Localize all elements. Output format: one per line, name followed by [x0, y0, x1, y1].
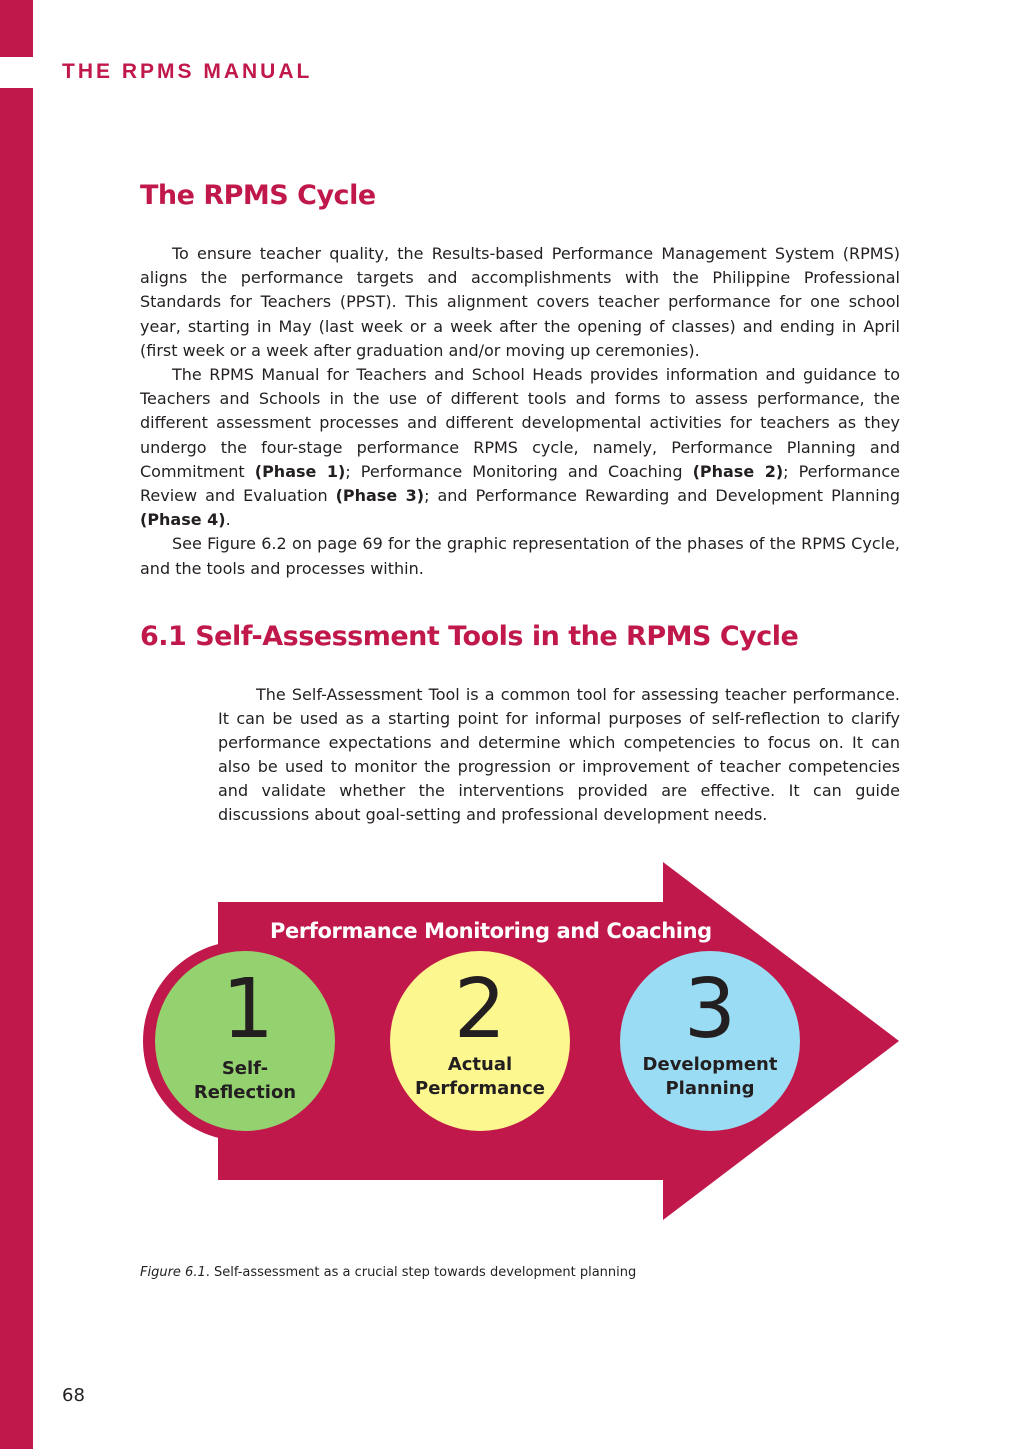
paragraph-1: To ensure teacher quality, the Results-based Performance Management System (RPMS) aligns the performance targets and accomplishments with the Philippine Professional Standards for Teachers (PPST). This alignment covers teacher performance for one school year, starting in May (last week or a week after the opening of classes) and ending in April (first week or a week after graduation and/or moving up ceremonies). [140, 244, 900, 360]
self-assessment-body [218, 683, 900, 827]
section-heading-self-assessment: 6.1 Self-Assessment Tools in the RPMS Cycle [140, 621, 799, 652]
figure-caption: Figure 6.1. Self-assessment as a crucial step towards development planning [140, 1265, 637, 1280]
step-number-2: 2 [453, 962, 507, 1057]
step-label-1: Self- Reflection [193, 1058, 297, 1103]
step-label-2: Actual Performance [415, 1054, 545, 1099]
step-number-1: 1 [221, 962, 275, 1057]
running-header: THE RPMS MANUAL [62, 60, 313, 83]
paragraph-2: The RPMS Manual for Teachers and School Heads provides information and guidance to Teachers and Schools in the use of different tools and forms to assess performance, the different assessment processes and different developmental activities for teachers as they undergo the four-stage performance RPMS cycle, namely, Performance Planning and Commitment (Phase 1); Performance Monitoring and Coaching (Phase 2); Performance Review and Evaluation (Phase 3); and Performance Rewarding and Development Planning (Phase 4). [140, 365, 900, 530]
side-accent-bar-top [0, 0, 33, 57]
figure-title: Performance Monitoring and Coaching [270, 919, 712, 943]
paragraph-3: See Figure 6.2 on page 69 for the graphic representation of the phases of the RPMS Cycle, and the tools and processes within. [140, 534, 900, 578]
step-label-3: Development Planning [642, 1054, 778, 1099]
section-heading-rpms-cycle: The RPMS Cycle [140, 180, 376, 211]
paragraph-self-assessment: The Self-Assessment Tool is a common tool for assessing teacher performance. It can be used as a starting point for informal purposes of self-reflection to clarify performance expectations and determine which competencies to focus on. It can also be used to monitor the progression or improvement of teacher competencies and validate whether the interventions provided are effective. It can guide discussions about goal-setting and professional development needs. [218, 685, 900, 824]
side-accent-bar [0, 88, 33, 1449]
step-number-3: 3 [683, 962, 737, 1057]
figure-self-assessment-arrow [140, 860, 900, 1222]
page-number: 68 [62, 1385, 85, 1406]
rpms-cycle-body [140, 242, 900, 581]
